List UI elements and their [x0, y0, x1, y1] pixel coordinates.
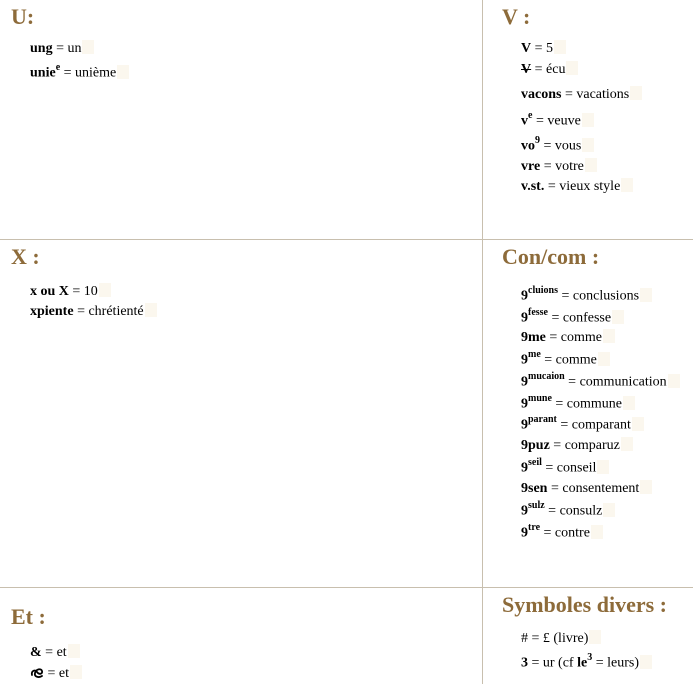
entry: $9^{cluions}$ = conclusions: [521, 286, 680, 308]
section-title-et: Et :: [11, 604, 46, 629]
entry: $9^{mucaion}$ = communication: [521, 372, 680, 394]
entries-x: [30, 283, 157, 323]
entry: $9^{seil}$ = conseil: [521, 458, 680, 480]
entry: V = 5: [521, 40, 642, 61]
row-divider-1: [0, 239, 693, 240]
entry: $v^e$ = veuve: [521, 111, 642, 136]
entries-symboles: [521, 630, 652, 673]
section-title-symboles: Symboles divers :: [502, 592, 667, 617]
section-title-u: U:: [11, 4, 35, 29]
entries-u: [30, 40, 129, 81]
section-title-x: X :: [11, 244, 40, 269]
entry: unie$^e$ = unième: [30, 63, 129, 82]
entry: xpiente = chrétienté: [30, 303, 157, 323]
entry: $9^{fesse}$ = confesse: [521, 308, 680, 329]
entry: $9^{tre}$ = contre: [521, 523, 680, 544]
section-title-v: V :: [502, 4, 531, 29]
section-title-con-com: Con/com :: [502, 244, 600, 269]
entries-v: [521, 40, 642, 198]
entry: $9^{sulz}$ = consulz: [521, 501, 680, 523]
entry: 9puz = comparuz: [521, 437, 680, 458]
entry: vacons = vacations: [521, 86, 642, 111]
entry: 3 = ur (cf $le^3$ = leurs): [521, 653, 652, 673]
entry: $9^{me}$ = comme: [521, 350, 680, 372]
entry: = et: [30, 665, 82, 685]
entry: $9^{parant}$ = comparant: [521, 415, 680, 437]
entry: x ou X = 10: [30, 283, 157, 303]
entry: vre = votre: [521, 158, 642, 178]
entry: & = et: [30, 644, 82, 665]
entry: $vo^9$ = vous: [521, 136, 642, 158]
et-ligature-icon: [30, 667, 44, 684]
entry: V = écu: [521, 61, 642, 86]
entry: ung = un: [30, 40, 129, 57]
entry: 9sen = consentement: [521, 480, 680, 501]
entries-et: [30, 644, 82, 685]
row-divider-2: [0, 587, 693, 588]
entry: # = £ (livre): [521, 630, 652, 653]
column-divider: [482, 0, 483, 684]
entries-con-com: [521, 286, 680, 544]
entry: v.st. = vieux style: [521, 178, 642, 198]
entry: $9^{mune}$ = commune: [521, 394, 680, 415]
entry: 9me = comme: [521, 329, 680, 350]
